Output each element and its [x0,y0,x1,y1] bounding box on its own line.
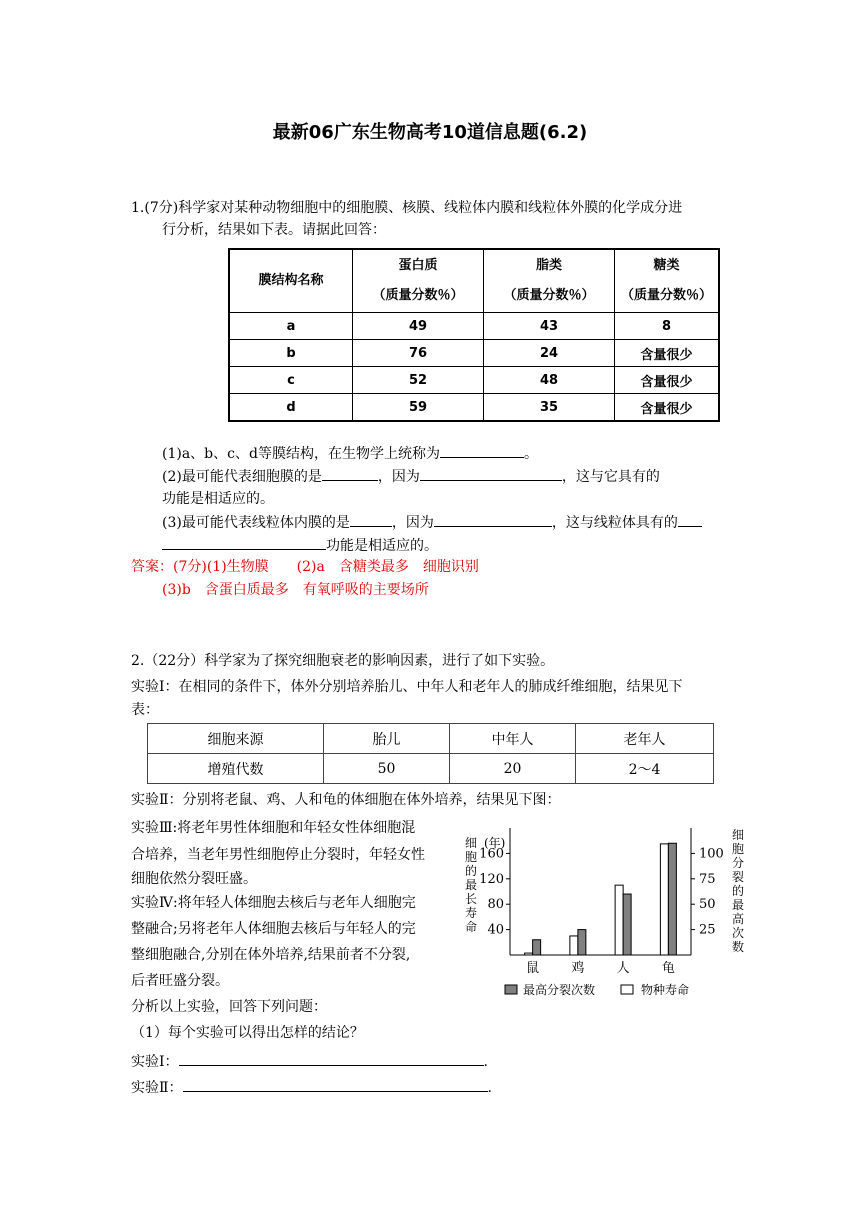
category-label: 鸡 [571,961,585,976]
table-header-cell: 蛋白质 （质量分数％） [353,249,484,313]
q2-answer-exp2: 实验Ⅱ： . [131,1077,492,1098]
bar-species-lifespan [525,953,533,955]
table-cell: 52 [353,367,484,394]
table-cell: c [229,367,353,394]
table-cell: 含量很少 [615,394,720,422]
answer-blank[interactable] [440,443,524,458]
table-cell: 含量很少 [615,367,720,394]
q2-stem: 2.（22分）科学家为了探究细胞衰老的影响因素，进行了如下实验。 [131,653,555,669]
answer-blank[interactable] [179,1051,484,1066]
table-header-cell: 胎儿 [324,724,450,754]
bar-species-lifespan [615,885,623,955]
q2-exp3-line2: 合培养，当老年男性细胞停止分裂时，年轻女性 [131,847,425,863]
table-cell: a [229,313,353,340]
q2-answer-exp1: 实验Ⅰ： . [131,1051,488,1072]
bar-max-divisions [533,940,541,955]
table-header-cell: 中年人 [450,724,576,754]
left-tick-label: 80 [487,897,504,913]
chart-plot [458,818,758,1008]
answer-blank[interactable] [183,1077,488,1092]
legend-label-max-divisions: 最高分裂次数 [523,983,596,997]
category-label: 龟 [661,961,675,976]
table-cell: 35 [484,394,615,422]
q2-exp4-line1: 实验Ⅳ:将年轻人体细胞去核后与老年人细胞完 [131,895,416,911]
table-row [148,724,714,754]
right-tick-label: 50 [699,897,716,913]
legend-label-species-lifespan: 物种寿命 [641,983,690,997]
answer-blank[interactable] [420,466,562,481]
q1-answer-line1: 答案：(7分)(1)生物膜 (2)a 含糖类最多 细胞识别 [131,559,479,575]
answer-blank[interactable] [322,466,378,481]
answer-blank[interactable] [678,512,702,527]
right-tick-label: 75 [699,871,716,887]
answer-blank[interactable] [434,512,552,527]
table-cell: 50 [324,754,450,784]
answer-blank[interactable] [350,512,392,527]
table-cell: 43 [484,313,615,340]
left-axis-unit: (年) [484,836,506,850]
q2-question-1: （1）每个实验可以得出怎样的结论？ [131,1025,364,1041]
category-label: 人 [616,961,630,976]
q1-sub3: (3)最可能代表线粒体内膜的是 ，因为 ，这与线粒体具有的 [162,512,702,533]
bar-max-divisions [623,894,631,955]
table-header-cell: 老年人 [576,724,714,754]
table-header-cell: 细胞来源 [148,724,324,754]
q2-exp3-line1: 实验Ⅲ:将老年男性体细胞和年轻女性体细胞混 [131,820,416,836]
table-cell: 24 [484,340,615,367]
q1-stem-line1: 1.(7分)科学家对某种动物细胞中的细胞膜、核膜、线粒体内膜和线粒体外膜的化学成分进 [131,200,683,216]
q2-exp1-line2: 表： [131,702,159,718]
table-row [229,313,719,340]
right-tick-label: 25 [699,922,716,938]
table-cell: 2～4 [576,754,714,784]
table-cell: 增殖代数 [148,754,324,784]
category-label: 鼠 [526,961,540,976]
bar-species-lifespan [660,844,668,955]
table-header-cell: 膜结构名称 [229,249,353,313]
q2-exp4-line2: 整融合;另将老年人体细胞去核后与年轻人的完 [131,921,416,937]
table-cell: 20 [450,754,576,784]
table-row [229,394,719,422]
cell-proliferation-table [147,723,714,784]
right-axis-title: 细胞分裂的最高次数 [731,828,744,954]
table-cell: b [229,340,353,367]
bar-species-lifespan [570,936,578,955]
lifespan-division-chart [458,818,758,1008]
q1-answer-line2: (3)b 含蛋白质最多 有氧呼吸的主要场所 [162,582,429,598]
left-tick-label: 40 [487,922,504,938]
q1-sub1: (1)a、b、c、d等膜结构，在生物学上统称为 。 [162,443,538,464]
legend-swatch-species-lifespan [621,985,633,994]
table-row [229,340,719,367]
right-tick-label: 100 [699,846,724,862]
table-header-cell: 脂类 （质量分数％） [484,249,615,313]
left-tick-label: 120 [479,871,504,887]
q1-sub2-line2: 功能是相适应的。 [162,491,274,507]
table-cell: 59 [353,394,484,422]
table-cell: d [229,394,353,422]
table-cell: 含量很少 [615,340,720,367]
q1-sub2: (2)最可能代表细胞膜的是 ，因为 ，这与它具有的 [162,466,660,487]
table-cell: 8 [615,313,720,340]
table-row [229,367,719,394]
q2-exp2: 实验Ⅱ：分别将老鼠、鸡、人和龟的体细胞在体外培养，结果见下图： [131,792,561,808]
left-tick-label: 160 [479,846,504,862]
left-axis-title: 细胞的最长寿命 [464,836,477,934]
legend-swatch-max-divisions [505,985,517,994]
q1-stem-line2: 行分析，结果如下表。请据此回答： [162,222,386,238]
table-cell: 48 [484,367,615,394]
answer-blank[interactable] [162,535,326,550]
table-cell: 49 [353,313,484,340]
bar-max-divisions [668,843,676,955]
bar-max-divisions [578,930,586,955]
page-title: 最新06广东生物高考10道信息题(6.2) [272,122,588,143]
q2-exp4-line3: 整细胞融合,分别在体外培养,结果前者不分裂, [131,947,411,963]
membrane-composition-table [228,248,720,422]
q2-exp3-line3: 细胞依然分裂旺盛。 [131,871,257,887]
q2-analysis: 分析以上实验，回答下列问题： [131,999,327,1015]
table-cell: 76 [353,340,484,367]
q2-exp1-line1: 实验Ⅰ：在相同的条件下，体外分别培养胎儿、中年人和老年人的肺成纤维细胞，结果见下 [131,679,683,695]
q1-sub3-line2: 功能是相适应的。 [162,535,438,556]
table-row [148,754,714,784]
table-header-cell: 糖类 （质量分数％） [615,249,720,313]
q2-exp4-line4: 后者旺盛分裂。 [131,973,229,989]
